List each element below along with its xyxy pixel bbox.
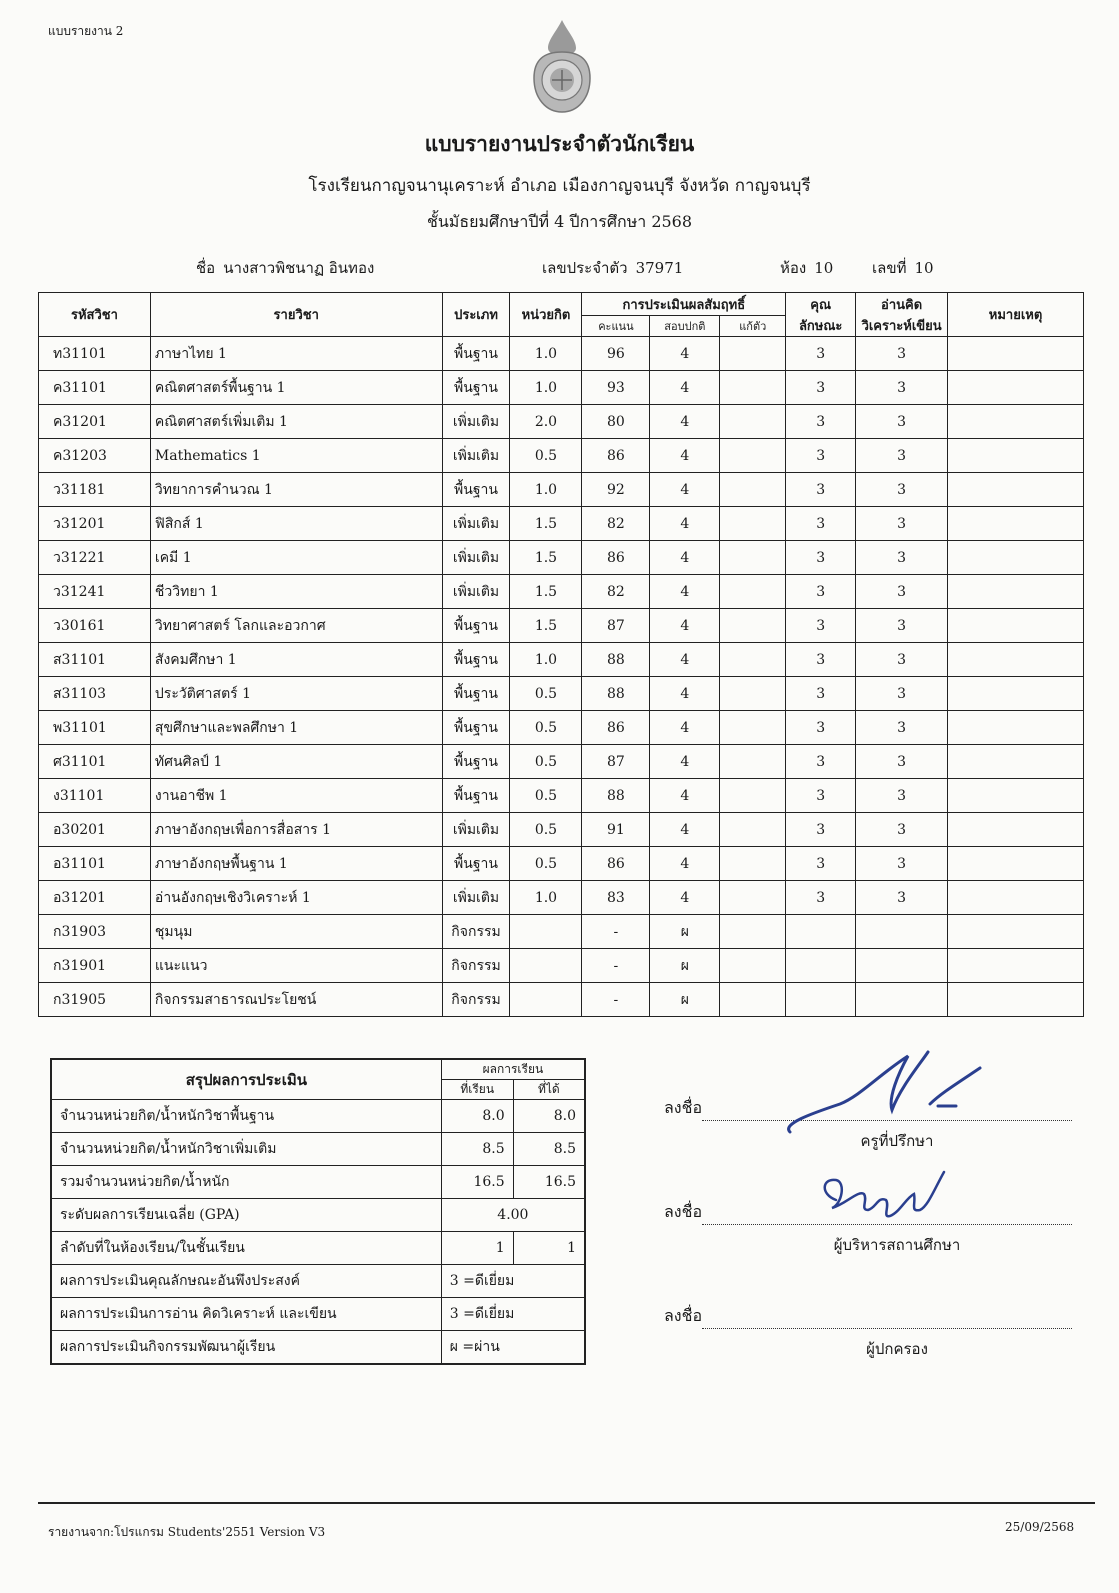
header-assessment: การประเมินผลสัมฤทธิ์: [582, 293, 786, 316]
rank-room-value: 1: [441, 1232, 513, 1265]
cell-remedial: [720, 813, 786, 847]
cell-remark: [948, 473, 1084, 507]
cell-type: เพิ่มเติม: [442, 881, 510, 915]
header-rtw-bottom: วิเคราะห์เขียน: [861, 318, 942, 334]
cell-subject: ทัศนศิลป์ 1: [150, 745, 442, 779]
header-code: รหัสวิชา: [39, 293, 151, 337]
cell-rtw: 3: [856, 609, 948, 643]
cell-code: ว31181: [39, 473, 151, 507]
cell-grade: 4: [650, 711, 720, 745]
cell-grade: ผ: [650, 983, 720, 1017]
cell-credit: 1.0: [510, 643, 582, 677]
header-remedial: แก้ตัว: [720, 316, 786, 337]
cell-remedial: [720, 405, 786, 439]
cell-character: 3: [786, 507, 856, 541]
cell-credit: 1.5: [510, 541, 582, 575]
cell-subject: กิจกรรมสาธารณประโยชน์: [150, 983, 442, 1017]
summary-title: สรุปผลการประเมิน: [51, 1059, 441, 1100]
cell-character: 3: [786, 541, 856, 575]
cell-remark: [948, 405, 1084, 439]
header-rtw: [856, 293, 948, 337]
cell-grade: 4: [650, 881, 720, 915]
summary-label: ผลการประเมินการอ่าน คิดวิเคราะห์ และเขียน: [51, 1298, 441, 1331]
school-emblem-icon: [526, 18, 598, 116]
cell-credit: 0.5: [510, 745, 582, 779]
cell-remedial: [720, 541, 786, 575]
table-row: [39, 405, 1084, 439]
student-name: นางสาวพิชนาฏ อินทอง: [223, 259, 375, 277]
cell-grade: 4: [650, 439, 720, 473]
cell-grade: 4: [650, 847, 720, 881]
summary-label: รวมจำนวนหน่วยกิต/น้ำหนัก: [51, 1166, 441, 1199]
cell-rtw: 3: [856, 745, 948, 779]
cell-type: พื้นฐาน: [442, 677, 510, 711]
cell-remark: [948, 575, 1084, 609]
cell-remark: [948, 371, 1084, 405]
cell-character: 3: [786, 677, 856, 711]
student-id-field: [542, 256, 683, 280]
cell-remedial: [720, 473, 786, 507]
cell-remark: [948, 847, 1084, 881]
cell-subject: วิทยาการคำนวณ 1: [150, 473, 442, 507]
parent-signature-block: [664, 1304, 1082, 1361]
cell-rtw: 3: [856, 779, 948, 813]
header-grade: สอบปกติ: [650, 316, 720, 337]
number-label: เลขที่: [872, 259, 907, 277]
cell-subject: สุขศึกษาและพลศึกษา 1: [150, 711, 442, 745]
cell-rtw: 3: [856, 711, 948, 745]
table-row: [39, 847, 1084, 881]
cell-score: 86: [582, 847, 650, 881]
table-row: [39, 745, 1084, 779]
cell-subject: ประวัติศาสตร์ 1: [150, 677, 442, 711]
cell-code: ก31903: [39, 915, 151, 949]
cell-subject: ชีววิทยา 1: [150, 575, 442, 609]
footer-divider: [38, 1502, 1095, 1504]
cell-remedial: [720, 677, 786, 711]
cell-grade: 4: [650, 473, 720, 507]
table-row: [39, 779, 1084, 813]
header-subject: รายวิชา: [150, 293, 442, 337]
cell-grade: 4: [650, 813, 720, 847]
table-row: [39, 881, 1084, 915]
cell-remark: [948, 881, 1084, 915]
summary-row-rank: [51, 1232, 585, 1265]
cell-credit: [510, 915, 582, 949]
cell-code: ส31103: [39, 677, 151, 711]
summary-row-extra: [51, 1133, 585, 1166]
summary-value: 3 =ดีเยี่ยม: [441, 1298, 585, 1331]
cell-subject: ฟิสิกส์ 1: [150, 507, 442, 541]
cell-character: 3: [786, 337, 856, 371]
cell-credit: 0.5: [510, 711, 582, 745]
cell-rtw: 3: [856, 677, 948, 711]
table-row: [39, 983, 1084, 1017]
summary-label: ผลการประเมินคุณลักษณะอันพึงประสงค์: [51, 1265, 441, 1298]
table-row: [39, 915, 1084, 949]
cell-score: -: [582, 915, 650, 949]
cell-score: 93: [582, 371, 650, 405]
cell-remedial: [720, 609, 786, 643]
header-credit: หน่วยกิต: [510, 293, 582, 337]
cell-code: อ31201: [39, 881, 151, 915]
summary-value: 8.0: [441, 1100, 513, 1133]
report-title: แบบรายงานประจำตัวนักเรียน: [424, 131, 695, 156]
cell-score: 80: [582, 405, 650, 439]
footer-date: 25/09/2568: [1005, 1520, 1075, 1534]
cell-subject: วิทยาศาสตร์ โลกและอวกาศ: [150, 609, 442, 643]
cell-score: 86: [582, 439, 650, 473]
cell-subject: Mathematics 1: [150, 439, 442, 473]
cell-grade: 4: [650, 405, 720, 439]
cell-subject: ภาษาอังกฤษเพื่อการสื่อสาร 1: [150, 813, 442, 847]
cell-code: ศ31101: [39, 745, 151, 779]
cell-code: ก31905: [39, 983, 151, 1017]
cell-subject: แนะแนว: [150, 949, 442, 983]
cell-remark: [948, 337, 1084, 371]
cell-credit: 1.0: [510, 473, 582, 507]
cell-remedial: [720, 779, 786, 813]
table-row: [39, 813, 1084, 847]
table-row: [39, 711, 1084, 745]
table-row: [39, 507, 1084, 541]
student-name-field: [196, 256, 374, 280]
id-label: เลขประจำตัว: [542, 259, 628, 277]
cell-remedial: [720, 847, 786, 881]
cell-grade: 4: [650, 677, 720, 711]
cell-character: 3: [786, 439, 856, 473]
cell-remedial: [720, 337, 786, 371]
cell-score: 82: [582, 507, 650, 541]
cell-remark: [948, 677, 1084, 711]
cell-grade: 4: [650, 643, 720, 677]
summary-row-activity: [51, 1331, 585, 1365]
cell-remark: [948, 507, 1084, 541]
cell-grade: ผ: [650, 915, 720, 949]
cell-type: กิจกรรม: [442, 915, 510, 949]
summary-label: จำนวนหน่วยกิต/น้ำหนักวิชาเพิ่มเติม: [51, 1133, 441, 1166]
cell-type: พื้นฐาน: [442, 779, 510, 813]
signature-line: [702, 1314, 1072, 1329]
cell-score: 88: [582, 677, 650, 711]
summary-value: 16.5: [513, 1166, 585, 1199]
table-row: [39, 643, 1084, 677]
cell-credit: 1.0: [510, 881, 582, 915]
grades-table: [38, 292, 1084, 1017]
cell-remark: [948, 949, 1084, 983]
cell-remedial: [720, 711, 786, 745]
cell-character: 3: [786, 575, 856, 609]
cell-subject: อ่านอังกฤษเชิงวิเคราะห์ 1: [150, 881, 442, 915]
cell-subject: คณิตศาสตร์พื้นฐาน 1: [150, 371, 442, 405]
cell-rtw: 3: [856, 439, 948, 473]
cell-rtw: 3: [856, 575, 948, 609]
header-rtw-top: อ่านคิด: [881, 297, 923, 313]
summary-col-registered: ที่เรียน: [441, 1080, 513, 1100]
cell-rtw: 3: [856, 337, 948, 371]
cell-character: [786, 949, 856, 983]
level-line: ชั้นมัธยมศึกษาปีที่ 4 ปีการศึกษา 2568: [426, 212, 693, 231]
cell-code: ก31901: [39, 949, 151, 983]
cell-character: [786, 915, 856, 949]
header-remark: หมายเหตุ: [948, 293, 1084, 337]
cell-rtw: [856, 949, 948, 983]
cell-grade: 4: [650, 779, 720, 813]
cell-code: ค31201: [39, 405, 151, 439]
cell-credit: 1.0: [510, 371, 582, 405]
sign-label: ลงชื่อ: [664, 1098, 703, 1117]
cell-credit: 2.0: [510, 405, 582, 439]
summary-table: [50, 1058, 586, 1365]
cell-grade: 4: [650, 371, 720, 405]
cell-type: เพิ่มเติม: [442, 575, 510, 609]
header-score: คะแนน: [582, 316, 650, 337]
school-line: โรงเรียนกาญจนานุเคราะห์ อำเภอ เมืองกาญจนบุรี จังหวัด กาญจนบุรี: [308, 176, 811, 196]
cell-remark: [948, 983, 1084, 1017]
room-label: ห้อง: [780, 259, 807, 277]
cell-grade: ผ: [650, 949, 720, 983]
cell-remark: [948, 745, 1084, 779]
cell-score: 87: [582, 745, 650, 779]
summary-col-earned: ที่ได้: [513, 1080, 585, 1100]
cell-type: พื้นฐาน: [442, 371, 510, 405]
summary-label: จำนวนหน่วยกิต/น้ำหนักวิชาพื้นฐาน: [51, 1100, 441, 1133]
footer-source: รายงานจาก:โปรแกรม Students'2551 Version V3: [48, 1525, 326, 1539]
cell-character: 3: [786, 405, 856, 439]
cell-rtw: [856, 983, 948, 1017]
advisor-signature-icon: [780, 1044, 990, 1144]
cell-type: พื้นฐาน: [442, 643, 510, 677]
cell-type: พื้นฐาน: [442, 337, 510, 371]
cell-credit: 1.5: [510, 575, 582, 609]
cell-score: 88: [582, 779, 650, 813]
cell-credit: 1.5: [510, 609, 582, 643]
cell-character: 3: [786, 371, 856, 405]
cell-remedial: [720, 371, 786, 405]
sign-label: ลงชื่อ: [664, 1306, 703, 1325]
cell-credit: 0.5: [510, 677, 582, 711]
cell-score: 86: [582, 541, 650, 575]
cell-rtw: 3: [856, 541, 948, 575]
director-role: ผู้บริหารสถานศึกษา: [833, 1236, 961, 1254]
cell-code: ว31241: [39, 575, 151, 609]
table-row: [39, 677, 1084, 711]
table-row: [39, 949, 1084, 983]
cell-subject: คณิตศาสตร์เพิ่มเติม 1: [150, 405, 442, 439]
cell-rtw: 3: [856, 813, 948, 847]
cell-type: กิจกรรม: [442, 983, 510, 1017]
cell-subject: งานอาชีพ 1: [150, 779, 442, 813]
cell-score: 82: [582, 575, 650, 609]
table-row: [39, 371, 1084, 405]
header-character: คุณ ลักษณะ: [786, 293, 856, 337]
cell-code: ง31101: [39, 779, 151, 813]
cell-rtw: 3: [856, 643, 948, 677]
cell-remark: [948, 711, 1084, 745]
summary-row-total: [51, 1166, 585, 1199]
cell-subject: สังคมศึกษา 1: [150, 643, 442, 677]
cell-code: ว31221: [39, 541, 151, 575]
cell-score: 86: [582, 711, 650, 745]
cell-type: เพิ่มเติม: [442, 813, 510, 847]
cell-credit: 0.5: [510, 813, 582, 847]
cell-subject: เคมี 1: [150, 541, 442, 575]
summary-row-character: [51, 1265, 585, 1298]
cell-code: อ31101: [39, 847, 151, 881]
table-row: [39, 575, 1084, 609]
summary-row-gpa: [51, 1199, 585, 1232]
cell-remedial: [720, 439, 786, 473]
cell-character: 3: [786, 643, 856, 677]
cell-credit: 0.5: [510, 779, 582, 813]
cell-type: เพิ่มเติม: [442, 405, 510, 439]
grades-body: [39, 337, 1084, 1017]
cell-rtw: 3: [856, 473, 948, 507]
cell-score: 91: [582, 813, 650, 847]
cell-score: -: [582, 949, 650, 983]
cell-remedial: [720, 915, 786, 949]
cell-credit: [510, 983, 582, 1017]
summary-label: ลำดับที่ในห้องเรียน/ในชั้นเรียน: [51, 1232, 441, 1265]
rank-level-value: 1: [513, 1232, 585, 1265]
cell-code: พ31101: [39, 711, 151, 745]
sign-label: ลงชื่อ: [664, 1202, 703, 1221]
cell-remedial: [720, 507, 786, 541]
name-label: ชื่อ: [196, 259, 216, 277]
gpa-value: 4.00: [441, 1199, 585, 1232]
cell-character: 3: [786, 711, 856, 745]
cell-code: ค31101: [39, 371, 151, 405]
summary-value: ผ =ผ่าน: [441, 1331, 585, 1365]
seat-number-field: [872, 256, 934, 280]
cell-grade: 4: [650, 507, 720, 541]
cell-character: 3: [786, 779, 856, 813]
cell-code: ส31101: [39, 643, 151, 677]
summary-row-basic: [51, 1100, 585, 1133]
summary-value: 16.5: [441, 1166, 513, 1199]
cell-remedial: [720, 949, 786, 983]
cell-remedial: [720, 881, 786, 915]
cell-grade: 4: [650, 745, 720, 779]
cell-credit: 1.5: [510, 507, 582, 541]
cell-score: 87: [582, 609, 650, 643]
cell-grade: 4: [650, 575, 720, 609]
header-type: ประเภท: [442, 293, 510, 337]
cell-type: กิจกรรม: [442, 949, 510, 983]
cell-type: พื้นฐาน: [442, 745, 510, 779]
cell-code: ค31203: [39, 439, 151, 473]
cell-character: [786, 983, 856, 1017]
cell-grade: 4: [650, 609, 720, 643]
cell-grade: 4: [650, 337, 720, 371]
summary-value: 3 =ดีเยี่ยม: [441, 1265, 585, 1298]
cell-score: 92: [582, 473, 650, 507]
cell-remark: [948, 439, 1084, 473]
summary-label: ผลการประเมินกิจกรรมพัฒนาผู้เรียน: [51, 1331, 441, 1365]
table-row: [39, 473, 1084, 507]
cell-credit: [510, 949, 582, 983]
room-value: 10: [814, 259, 834, 277]
summary-value: 8.5: [513, 1133, 585, 1166]
cell-score: -: [582, 983, 650, 1017]
cell-character: 3: [786, 813, 856, 847]
cell-character: 3: [786, 745, 856, 779]
cell-score: 83: [582, 881, 650, 915]
number-value: 10: [914, 259, 934, 277]
cell-rtw: 3: [856, 405, 948, 439]
parent-role: ผู้ปกครอง: [866, 1340, 928, 1358]
table-row: [39, 609, 1084, 643]
cell-remedial: [720, 745, 786, 779]
cell-rtw: 3: [856, 371, 948, 405]
cell-remark: [948, 915, 1084, 949]
cell-rtw: 3: [856, 881, 948, 915]
cell-remedial: [720, 575, 786, 609]
summary-result-header: ผลการเรียน: [441, 1059, 585, 1080]
cell-type: พื้นฐาน: [442, 609, 510, 643]
cell-code: ท31101: [39, 337, 151, 371]
cell-rtw: 3: [856, 847, 948, 881]
cell-code: ว31201: [39, 507, 151, 541]
cell-subject: ภาษาอังกฤษพื้นฐาน 1: [150, 847, 442, 881]
summary-label: ระดับผลการเรียนเฉลี่ย (GPA): [51, 1199, 441, 1232]
table-row: [39, 541, 1084, 575]
cell-score: 88: [582, 643, 650, 677]
table-row: [39, 337, 1084, 371]
cell-credit: 0.5: [510, 847, 582, 881]
cell-type: เพิ่มเติม: [442, 439, 510, 473]
cell-remark: [948, 643, 1084, 677]
form-code: แบบรายงาน 2: [48, 24, 124, 38]
cell-type: พื้นฐาน: [442, 473, 510, 507]
cell-remark: [948, 609, 1084, 643]
cell-remark: [948, 813, 1084, 847]
cell-type: พื้นฐาน: [442, 711, 510, 745]
director-signature-icon: [806, 1160, 956, 1230]
summary-value: 8.5: [441, 1133, 513, 1166]
cell-code: อ30201: [39, 813, 151, 847]
cell-type: พื้นฐาน: [442, 847, 510, 881]
cell-remark: [948, 779, 1084, 813]
cell-rtw: 3: [856, 507, 948, 541]
summary-row-rtw: [51, 1298, 585, 1331]
cell-type: เพิ่มเติม: [442, 507, 510, 541]
advisor-role: ครูที่ปรึกษา: [860, 1132, 934, 1150]
summary-value: 8.0: [513, 1100, 585, 1133]
cell-remedial: [720, 983, 786, 1017]
cell-remark: [948, 541, 1084, 575]
cell-character: 3: [786, 609, 856, 643]
cell-grade: 4: [650, 541, 720, 575]
cell-subject: ภาษาไทย 1: [150, 337, 442, 371]
student-id: 37971: [635, 259, 684, 277]
cell-subject: ชุมนุม: [150, 915, 442, 949]
cell-credit: 0.5: [510, 439, 582, 473]
cell-character: 3: [786, 847, 856, 881]
cell-code: ว30161: [39, 609, 151, 643]
table-row: [39, 439, 1084, 473]
room-field: [780, 256, 833, 280]
cell-remedial: [720, 643, 786, 677]
cell-score: 96: [582, 337, 650, 371]
cell-type: เพิ่มเติม: [442, 541, 510, 575]
cell-credit: 1.0: [510, 337, 582, 371]
cell-character: 3: [786, 473, 856, 507]
cell-rtw: [856, 915, 948, 949]
cell-character: 3: [786, 881, 856, 915]
